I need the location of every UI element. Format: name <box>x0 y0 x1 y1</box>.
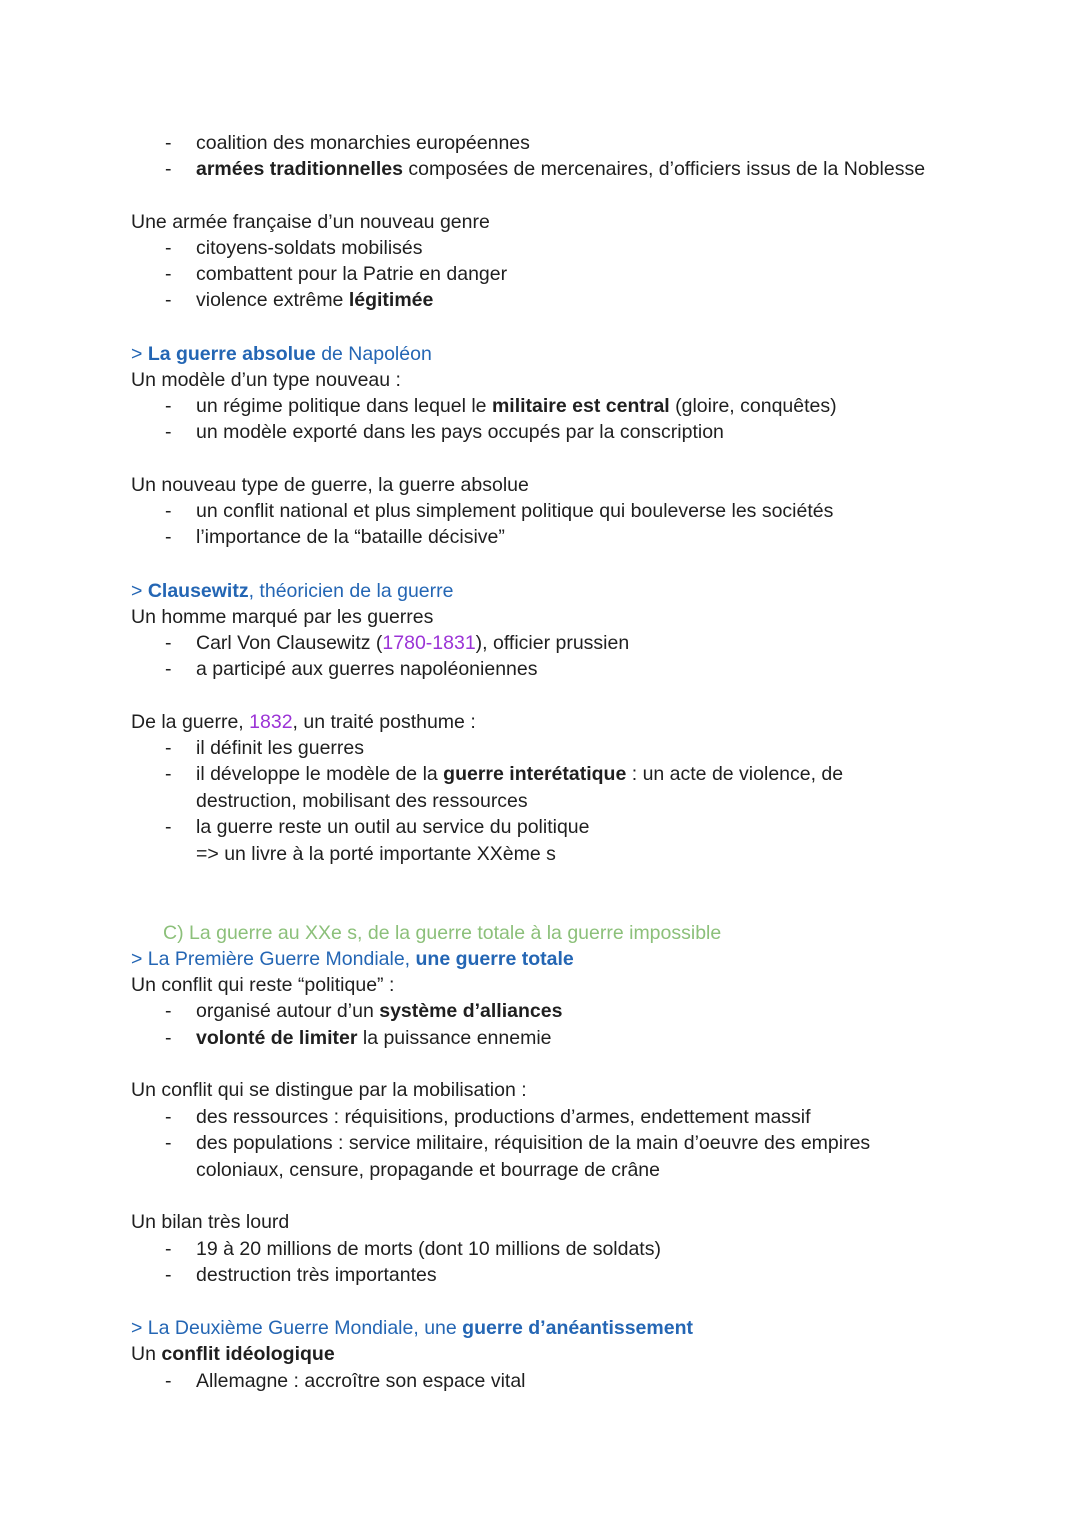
paragraph-heading: Un conflit qui reste “politique” : <box>131 974 395 996</box>
list-item: destruction très importantes <box>196 1264 437 1286</box>
list-item: violence extrême légitimée <box>196 289 434 311</box>
bullet-dash: - <box>165 1106 172 1128</box>
list-item: des populations : service militaire, réquisition de la main d’oeuvre des empires <box>196 1132 871 1154</box>
bullet-dash: - <box>165 395 172 417</box>
list-item: citoyens-soldats mobilisés <box>196 237 423 259</box>
bullet-dash: - <box>165 289 172 311</box>
bullet-dash: - <box>165 1000 172 1022</box>
paragraph-heading: De la guerre, 1832, un traité posthume : <box>131 711 476 733</box>
list-item: a participé aux guerres napoléoniennes <box>196 658 538 680</box>
list-item: armées traditionnelles composées de mercenaires, d’officiers issus de la Noblesse <box>196 158 926 180</box>
bullet-dash: - <box>165 263 172 285</box>
list-item: organisé autour d’un système d’alliances <box>196 1000 563 1022</box>
paragraph-heading: Un conflit qui se distingue par la mobilisation : <box>131 1079 527 1101</box>
list-item: combattent pour la Patrie en danger <box>196 263 508 285</box>
section-title-ww1: > La Première Guerre Mondiale, une guerre totale <box>131 948 574 970</box>
bullet-dash: - <box>165 421 172 443</box>
bullet-dash: - <box>165 237 172 259</box>
list-item-continuation: => un livre à la porté importante XXème s <box>196 843 556 865</box>
list-item: 19 à 20 millions de morts (dont 10 millions de soldats) <box>196 1238 661 1260</box>
list-item: un modèle exporté dans les pays occupés par la conscription <box>196 421 724 443</box>
list-item: Carl Von Clausewitz (1780-1831), officier prussien <box>196 632 630 654</box>
bullet-dash: - <box>165 737 172 759</box>
bullet-dash: - <box>165 1238 172 1260</box>
bullet-dash: - <box>165 132 172 154</box>
list-item: la guerre reste un outil au service du politique <box>196 816 590 838</box>
list-item: Allemagne : accroître son espace vital <box>196 1370 526 1392</box>
bullet-dash: - <box>165 632 172 654</box>
list-item-continuation: destruction, mobilisant des ressources <box>196 790 528 812</box>
paragraph-heading: Un modèle d’un type nouveau : <box>131 369 401 391</box>
bullet-dash: - <box>165 500 172 522</box>
bullet-dash: - <box>165 763 172 785</box>
section-title-clausewitz: > Clausewitz, théoricien de la guerre <box>131 580 454 602</box>
section-title-napoleon: > La guerre absolue de Napoléon <box>131 343 432 365</box>
section-c-heading: C) La guerre au XXe s, de la guerre totale à la guerre impossible <box>163 922 722 944</box>
list-item: il définit les guerres <box>196 737 364 759</box>
list-item: coalition des monarchies européennes <box>196 132 530 154</box>
paragraph-heading: Un conflit idéologique <box>131 1343 335 1365</box>
bullet-dash: - <box>165 526 172 548</box>
section-title-ww2: > La Deuxième Guerre Mondiale, une guerre d’anéantissement <box>131 1317 693 1339</box>
paragraph-heading: Un bilan très lourd <box>131 1211 290 1233</box>
bullet-dash: - <box>165 1370 172 1392</box>
paragraph-heading: Une armée française d’un nouveau genre <box>131 211 490 233</box>
bullet-dash: - <box>165 158 172 180</box>
paragraph-heading: Un homme marqué par les guerres <box>131 606 434 628</box>
bullet-dash: - <box>165 658 172 680</box>
bullet-dash: - <box>165 1132 172 1154</box>
list-item-continuation: coloniaux, censure, propagande et bourrage de crâne <box>196 1159 660 1181</box>
list-item: volonté de limiter la puissance ennemie <box>196 1027 552 1049</box>
paragraph-heading: Un nouveau type de guerre, la guerre absolue <box>131 474 529 496</box>
bullet-dash: - <box>165 1027 172 1049</box>
list-item: des ressources : réquisitions, productions d’armes, endettement massif <box>196 1106 811 1128</box>
list-item: il développe le modèle de la guerre interétatique : un acte de violence, de <box>196 763 844 785</box>
bullet-dash: - <box>165 1264 172 1286</box>
bullet-dash: - <box>165 816 172 838</box>
list-item: un régime politique dans lequel le militaire est central (gloire, conquêtes) <box>196 395 837 417</box>
list-item: un conflit national et plus simplement politique qui bouleverse les sociétés <box>196 500 834 522</box>
list-item: l’importance de la “bataille décisive” <box>196 526 505 548</box>
